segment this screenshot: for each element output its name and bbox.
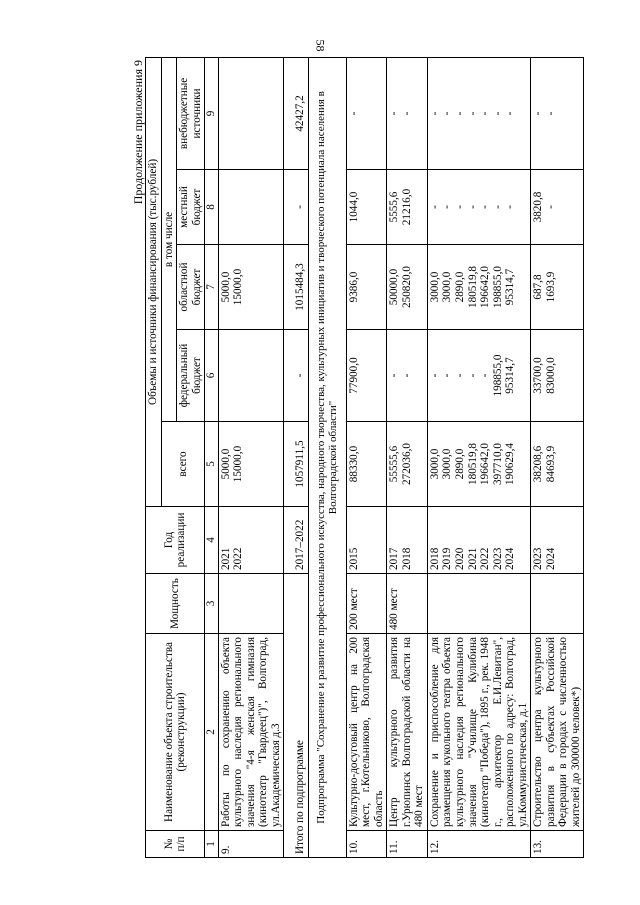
years-cell: 2023 2024 (531, 507, 584, 574)
column-index: 1 (205, 831, 219, 858)
total-cell: 3000,0 3000,0 2890,0 180519,8 196642,0 397710,0 190629,4 (427, 422, 530, 507)
capacity-cell (531, 574, 584, 634)
federal-cell: - - - - - 198855,0 95314,7 (427, 330, 530, 422)
regional-cell: 50000,0 250820,0 (387, 245, 428, 330)
header-object-name: Наименование объекта строительства (реконструкции) (146, 634, 205, 831)
header-local: местный бюджет (177, 170, 205, 245)
local-cell: 3820,8 - (531, 170, 584, 245)
total-cell: 38208,6 84693,9 (531, 422, 584, 507)
offbudget-cell: - (346, 57, 387, 169)
object-name: Строительство центра культурного развития в субъектах Российской Федерации в городах с численностью жителей до 300000 человек*) (531, 634, 584, 831)
years-cell: 2015 (346, 507, 387, 574)
years-cell: 2017 2018 (387, 507, 428, 574)
header-capacity: Мощность (146, 574, 205, 634)
header-regional: областной бюджет (177, 245, 205, 330)
object-name: Работы по сохранению объекта культурного наследия регионального значения "4-я женская гимназия (кинотеатр "Гвардеец")", Волгоград, ул.Академическая д.3 (218, 634, 284, 831)
years-cell: 2018 2019 2020 2021 2022 2023 2024 (427, 507, 530, 574)
construction-objects-table (145, 57, 584, 858)
local-cell: - (284, 170, 309, 245)
subtotal-label: Итого по подпрограмме (284, 574, 309, 858)
regional-cell: 5000,0 15000,0 (218, 245, 284, 330)
federal-cell: 77900,0 (346, 330, 387, 422)
table-row (531, 57, 584, 857)
table-row (218, 57, 284, 857)
page-number: 58 (313, 39, 328, 52)
row-number: 12. (427, 831, 530, 858)
local-cell: 1044,0 (346, 170, 387, 245)
offbudget-cell: - - (387, 57, 428, 169)
column-index: 5 (205, 422, 219, 507)
total-cell: 88330,0 (346, 422, 387, 507)
header-total: всего (161, 422, 205, 507)
object-name: Культурно-досуговый центр на 200 мест, г.Котельниково, Волгоградская область (346, 634, 387, 831)
table-row (346, 57, 387, 857)
federal-cell: - (284, 330, 309, 422)
subtotal-row (284, 57, 309, 857)
appendix-note: Продолжение приложения 9 (131, 60, 145, 205)
header-offbudget: внебюджетные источники (177, 57, 205, 169)
regional-cell: 3000,0 3000,0 2890,0 180519,8 196642,0 198855,0 95314,7 (427, 245, 530, 330)
column-index: 8 (205, 170, 219, 245)
offbudget-cell: 42427,2 (284, 57, 309, 169)
offbudget-cell (218, 57, 284, 169)
column-index: 7 (205, 245, 219, 330)
object-name: Сохранение и приспособление для размещения кукольного театра объекта культурного наследия регионального значения "Училище Кулибина (кинотеатр "Победа"), 1895 г., рек. 1948 г., архитектор Е.И.Левитан", расположенного по адресу: Волгоград, ул.Коммунистическая, д.1 (427, 634, 530, 831)
years-cell: 2021 2022 (218, 507, 284, 574)
regional-cell: 687,8 1693,9 (531, 245, 584, 330)
header-including: в том числе (161, 57, 177, 421)
offbudget-cell: - - - - - - - (427, 57, 530, 169)
row-number: 13. (531, 831, 584, 858)
column-index: 3 (205, 574, 219, 634)
federal-cell: 33700,0 83000,0 (531, 330, 584, 422)
subprogram-row (309, 57, 347, 857)
capacity-cell (218, 574, 284, 634)
object-name: Центр культурного развития г.Урюпинск Волгоградской области на 480 мест (387, 634, 428, 831)
column-index: 6 (205, 330, 219, 422)
federal-cell: - - (387, 330, 428, 422)
total-cell: 55555,6 272036,0 (387, 422, 428, 507)
row-number: 11. (387, 831, 428, 858)
table-row (387, 57, 428, 857)
header-number: № п/п (146, 831, 205, 858)
regional-cell: 9386,0 (346, 245, 387, 330)
local-cell: 5555,6 21216,0 (387, 170, 428, 245)
years-cell: 2017–2022 (284, 507, 309, 574)
regional-cell: 1015484,3 (284, 245, 309, 330)
column-index: 4 (205, 507, 219, 574)
local-cell (218, 170, 284, 245)
column-index-row (205, 57, 219, 857)
row-number: 9. (218, 831, 284, 858)
column-index: 9 (205, 57, 219, 169)
header-federal: федеральный бюджет (177, 330, 205, 422)
row-number: 10. (346, 831, 387, 858)
capacity-cell: 200 мест (346, 574, 387, 634)
table-header (146, 57, 219, 857)
local-cell: - - - - - - - (427, 170, 530, 245)
header-funding: Объемы и источники финансирования (тыс.рублей) (146, 57, 162, 506)
federal-cell (218, 330, 284, 422)
rotated-table-page (127, 58, 627, 858)
table-row (427, 57, 530, 857)
header-year: Год реализации (146, 507, 205, 574)
column-index: 2 (205, 634, 219, 831)
capacity-cell: 480 мест (387, 574, 428, 634)
total-cell: 5000,0 15000,0 (218, 422, 284, 507)
total-cell: 1057911,5 (284, 422, 309, 507)
subprogram-title: Подпрограмма "Сохранение и развитие профессионального искусства, народного творчества, культурных инициатив и творческого потенциала населения в Волгоградской области" (309, 57, 347, 857)
offbudget-cell: - - (531, 57, 584, 169)
capacity-cell (427, 574, 530, 634)
